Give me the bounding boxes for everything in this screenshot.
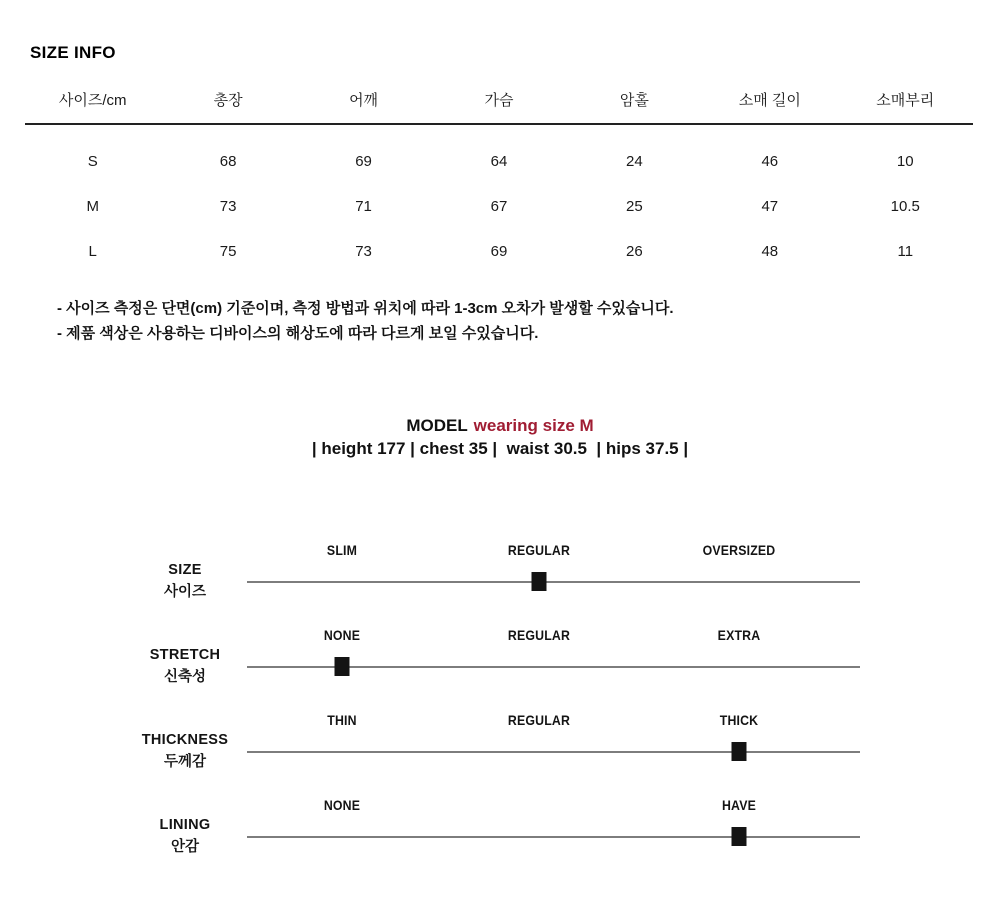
attribute-name-en: LINING <box>159 817 211 833</box>
attribute-name-en: SIZE <box>168 562 202 578</box>
scale-option-label: THICK <box>719 712 759 728</box>
size-value-cell: 71 <box>355 198 372 215</box>
size-table-row <box>25 229 973 274</box>
table-spacer-row <box>25 124 973 139</box>
attribute-name-ko: 안감 <box>170 839 199 855</box>
size-value-cell: 46 <box>761 153 779 170</box>
size-table-row <box>25 184 973 229</box>
attribute-name-ko: 사이즈 <box>163 584 207 600</box>
attribute-row-thickness <box>0 710 1000 795</box>
scale-option-label: REGULAR <box>507 542 570 558</box>
size-label-cell: M <box>86 198 99 215</box>
model-measurements: | height 177 | chest 35 | waist 30.5 | hips 37.5 | <box>311 439 689 458</box>
size-table-row <box>25 139 973 184</box>
size-value-cell: 24 <box>626 153 643 170</box>
size-label-cell: S <box>87 153 98 170</box>
size-value-cell: 75 <box>219 243 237 260</box>
size-value-cell: 26 <box>626 243 643 260</box>
model-heading <box>0 416 1000 436</box>
scale-marker <box>335 657 350 676</box>
attribute-row-lining <box>0 795 1000 880</box>
attribute-scale <box>247 795 860 880</box>
scale-option-label: SLIM <box>326 542 358 558</box>
attribute-name <box>105 559 265 603</box>
size-value-cell: 64 <box>490 153 508 170</box>
size-value-cell: 67 <box>490 198 508 215</box>
size-value-cell: 69 <box>355 153 372 170</box>
attribute-row-size <box>0 540 1000 625</box>
scale-option-label: OVERSIZED <box>702 542 776 558</box>
size-notes <box>57 296 674 346</box>
size-table-header: 사이즈/cm <box>25 76 160 124</box>
attribute-name <box>105 644 265 688</box>
size-value-cell: 69 <box>490 243 508 260</box>
size-note-line: - 제품 색상은 사용하는 디바이스의 해상도에 따라 다르게 보일 수있습니다. <box>57 325 539 342</box>
scale-marker <box>732 827 747 846</box>
attribute-name <box>105 729 265 773</box>
size-table-header-row <box>25 76 973 124</box>
scale-line <box>247 836 860 838</box>
scale-marker <box>531 572 546 591</box>
model-label: MODEL <box>406 416 468 435</box>
size-value-cell: 68 <box>219 153 237 170</box>
attribute-row-stretch <box>0 625 1000 710</box>
attribute-name-ko: 두께감 <box>163 754 207 770</box>
size-value-cell: 25 <box>626 198 643 215</box>
scale-option-label: REGULAR <box>507 627 570 643</box>
attribute-name-ko: 신축성 <box>163 669 207 685</box>
model-wearing-text: wearing size M <box>473 416 594 435</box>
scale-option-label: HAVE <box>722 797 757 813</box>
attribute-name <box>105 814 265 858</box>
size-value-cell: 11 <box>897 243 914 260</box>
size-note-line: - 사이즈 측정은 단면(cm) 기준이며, 측정 방법과 위치에 따라 1-3cm 오차가 발생할 수있습니다. <box>57 300 674 317</box>
size-value-cell: 10.5 <box>890 198 920 215</box>
size-value-cell: 10 <box>896 153 914 170</box>
size-value-cell: 73 <box>219 198 237 215</box>
model-info <box>0 416 1000 459</box>
scale-option-label: THIN <box>327 712 357 728</box>
size-table-header: 암홀 <box>567 76 702 124</box>
size-value-cell: 73 <box>355 243 372 260</box>
attribute-name-en: STRETCH <box>149 647 221 663</box>
scale-marker <box>732 742 747 761</box>
size-table-header: 소매부리 <box>838 76 973 124</box>
size-table-header: 가슴 <box>431 76 566 124</box>
size-table-header: 총장 <box>160 76 295 124</box>
attribute-scale <box>247 540 860 625</box>
scale-option-label: NONE <box>323 797 361 813</box>
scale-option-label: REGULAR <box>507 712 570 728</box>
scale-option-label: EXTRA <box>717 627 761 643</box>
size-value-cell: 47 <box>761 198 779 215</box>
attribute-scale <box>247 710 860 795</box>
size-label-cell: L <box>88 243 97 260</box>
scale-line <box>247 581 860 583</box>
size-table <box>25 76 973 274</box>
size-table-header: 어깨 <box>296 76 431 124</box>
attribute-name-en: THICKNESS <box>141 732 229 748</box>
size-value-cell: 48 <box>761 243 779 260</box>
attribute-scale <box>247 625 860 710</box>
scale-line <box>247 751 860 753</box>
size-table-header: 소매 길이 <box>702 76 837 124</box>
scale-option-label: NONE <box>323 627 361 643</box>
page-title: SIZE INFO <box>30 43 116 62</box>
attribute-scales <box>0 540 1000 880</box>
